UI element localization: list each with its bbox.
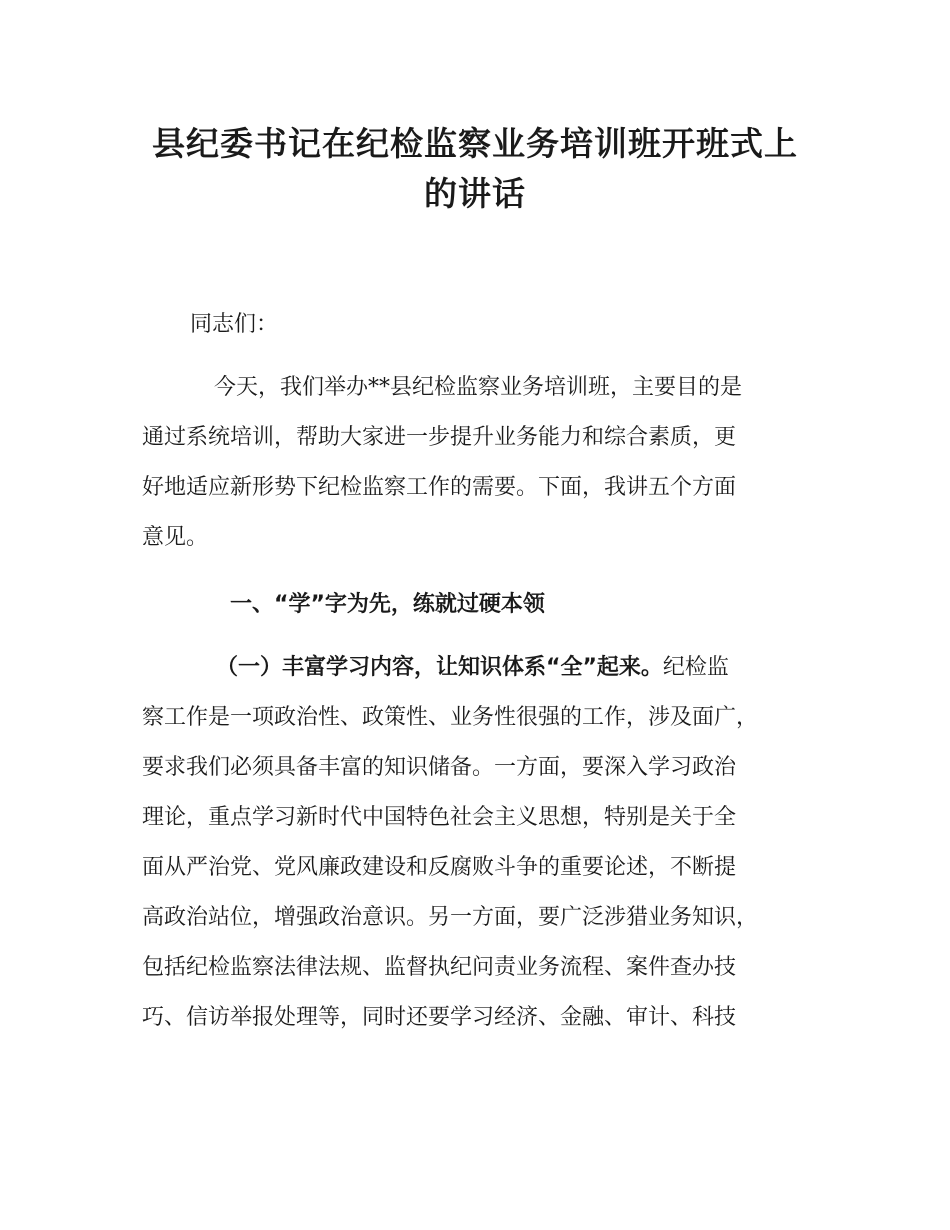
subsection-line-4: 理论，重点学习新时代中国特色社会主义思想，特别是关于全 [142, 805, 737, 830]
subsection-line-3: 要求我们必须具备丰富的知识储备。一方面，要深入学习政治 [142, 755, 737, 780]
intro-line-3: 好地适应新形势下纪检监察工作的需要。下面，我讲五个方面 [142, 475, 737, 500]
subsection-line-1 [216, 643, 896, 693]
salutation: 同志们： [190, 312, 279, 337]
document-title-line-2: 的讲话 [424, 174, 526, 213]
subsection-line-8: 巧、信访举报处理等，同时还要学习经济、金融、审计、科技 [142, 1005, 737, 1030]
document-title-line-1: 县纪委书记在纪检监察业务培训班开班式上 [152, 124, 798, 163]
subsection-line-7: 包括纪检监察法律法规、监督执纪问责业务流程、案件查办技 [142, 955, 737, 980]
intro-line-2: 通过系统培训，帮助大家进一步提升业务能力和综合素质，更 [142, 425, 737, 450]
subsection-line-5: 面从严治党、党风廉政建设和反腐败斗争的重要论述，不断提 [142, 855, 737, 880]
subsection-line-2: 察工作是一项政治性、政策性、业务性很强的工作，涉及面广， [142, 705, 759, 730]
section-heading-1: 一、“学”字为先，练就过硬本领 [230, 592, 545, 617]
subsection-line-6: 高政治站位，增强政治意识。另一方面，要广泛涉猎业务知识， [142, 905, 759, 930]
subsection-heading-1: （一）丰富学习内容，让知识体系“全”起来。 [216, 655, 663, 680]
intro-line-4: 意见。 [142, 525, 209, 550]
subsection-line-1-rest: 纪检监 [662, 655, 729, 680]
intro-line-1: 今天，我们举办**县纪检监察业务培训班，主要目的是 [214, 375, 743, 400]
